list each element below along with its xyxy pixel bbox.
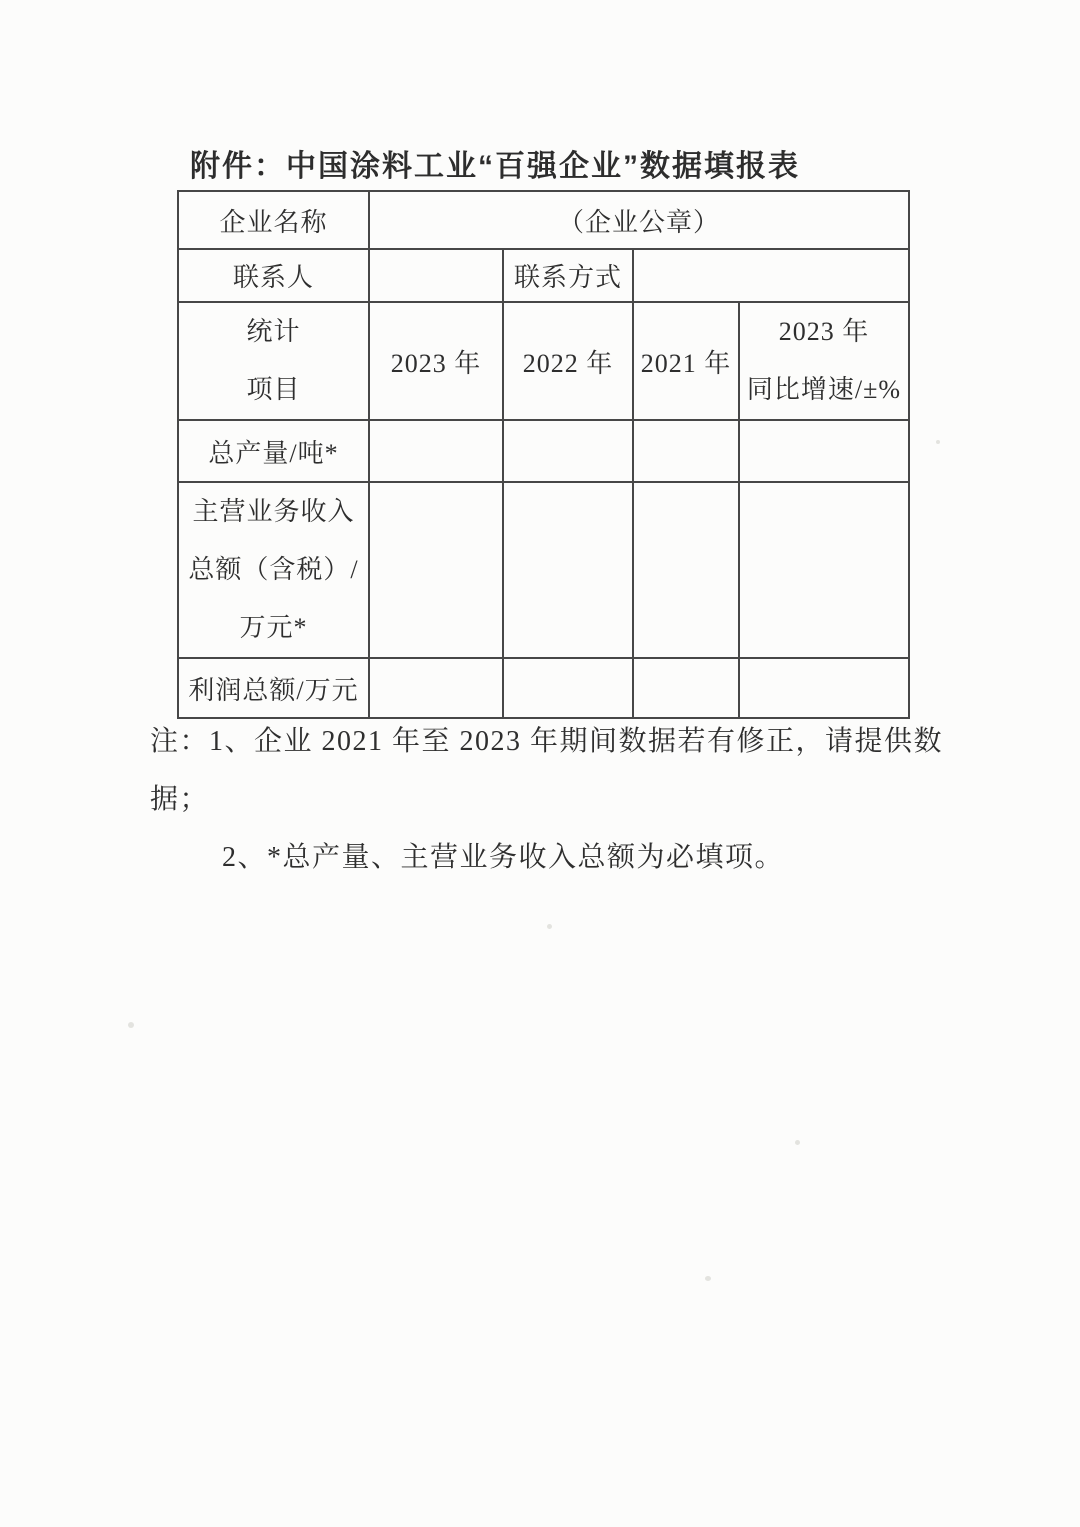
header-growth-cell: [739, 302, 909, 420]
contact-method-value-cell: [633, 249, 909, 302]
header-growth-line1: 2023 年: [778, 317, 870, 346]
header-growth-line2: 同比增速/±%: [746, 375, 902, 404]
note1-line2: 据；: [150, 784, 210, 815]
company-name-value-cell: [369, 191, 909, 249]
revenue-2023-cell: [369, 482, 503, 658]
header-year-2022-cell: 2022 年: [503, 302, 633, 420]
total-output-2023-cell: [369, 420, 503, 482]
revenue-growth-cell: [739, 482, 909, 658]
contact-value-cell: [369, 249, 503, 302]
revenue-2022-cell: [503, 482, 633, 658]
profit-label-cell: 利润总额/万元: [178, 658, 369, 718]
scan-speck: [795, 1140, 800, 1145]
scan-speck: [547, 924, 552, 929]
scan-speck: [705, 1276, 711, 1281]
total-output-growth-cell: [739, 420, 909, 482]
row-company-name: [178, 191, 909, 249]
revenue-label-line2: 总额（含税）/: [188, 555, 359, 584]
company-seal-note: （企业公章）: [558, 207, 721, 237]
row-contact: [178, 249, 909, 302]
total-output-2022-cell: [503, 420, 633, 482]
stat-item-header-cell: [178, 302, 369, 420]
note2: 2、*总产量、主营业务收入总额为必填项。: [222, 842, 785, 873]
company-name-label-cell: 企业名称: [178, 191, 369, 249]
scan-speck: [128, 1022, 134, 1028]
total-output-label-cell: 总产量/吨*: [178, 420, 369, 482]
contact-method-label-cell: 联系方式: [503, 249, 633, 302]
revenue-label-line1: 主营业务收入: [192, 497, 355, 526]
scan-speck: [936, 440, 940, 444]
stat-item-line2: 项目: [246, 375, 301, 404]
profit-2023-cell: [369, 658, 503, 718]
page-title: 附件：中国涂料工业“百强企业”数据填报表: [190, 150, 800, 183]
profit-growth-cell: [739, 658, 909, 718]
revenue-label-cell: [178, 482, 369, 658]
revenue-2021-cell: [633, 482, 739, 658]
header-year-2021-cell: 2021 年: [633, 302, 739, 420]
stat-item-line1: 统计: [246, 317, 301, 346]
row-column-headers: [178, 302, 909, 420]
profit-2021-cell: [633, 658, 739, 718]
header-year-2023-cell: 2023 年: [369, 302, 503, 420]
row-total-output: [178, 420, 909, 482]
row-profit: [178, 658, 909, 718]
total-output-2021-cell: [633, 420, 739, 482]
row-revenue: [178, 482, 909, 658]
profit-2022-cell: [503, 658, 633, 718]
revenue-label-line3: 万元*: [239, 613, 308, 642]
data-form-table: [177, 190, 910, 719]
note1-line1: 注：1、企业 2021 年至 2023 年期间数据若有修正，请提供数: [150, 726, 944, 757]
contact-label-cell: 联系人: [178, 249, 369, 302]
